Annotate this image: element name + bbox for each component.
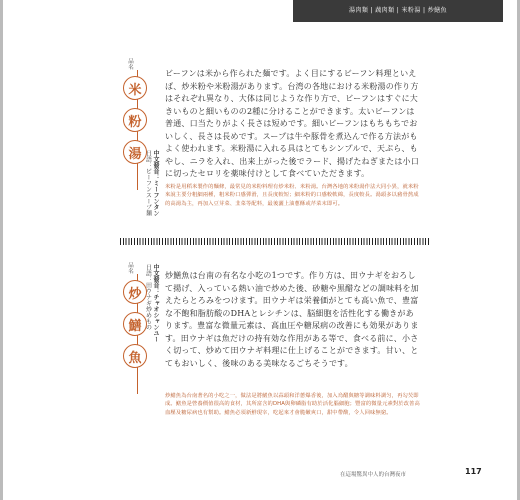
section-divider <box>120 238 430 245</box>
section2-label: 品名 <box>127 262 133 274</box>
section2-meta <box>144 264 159 342</box>
section1-char-2: 粉 <box>123 108 147 132</box>
section1-meta <box>144 150 159 216</box>
section1-body-jp: ビーフンは米から作られた麺です。よく目にするビーフン料理といえば、炒米粉や米粉湯があります。台湾の各地における米粉湯の作り方はそれぞれ異なり、大体は同じような作り方で、ビーフンはすぐに大きいものと細いものの2種に分けることができます。太いビーフンは普通、口当たりがよく長さは短めです。細いビーフンはもちもちでおいしく、長さは長めです。スープは牛や豚骨を煮込んで作る方法がもよく使われます。米粉湯に入れる具はとてもシンプルで、天ぷら、もやし、ニラを入れ、出来上がった後でラード、揚げたねぎまたは小口に切ったセロリを薬味付けとして食べていただきます。 <box>165 69 419 178</box>
section1-meta-chinese: 中文發音：ミーフンタン <box>152 150 159 216</box>
section1-label: 品名 <box>127 58 133 70</box>
section1-char-1: 米 <box>123 76 147 100</box>
running-header: 湯肉類 | 蔬肉類 | 米粉湯 | 炒鱔魚 <box>293 0 503 22</box>
running-footer: 在這場驚異中人的台灣夜市 <box>340 472 407 478</box>
section2-meta-japanese: 日語：田ウナギ炒めもの <box>144 264 152 330</box>
section2-char-2: 鱔 <box>123 312 147 336</box>
section1-body-zh: 米粉是用稻米製作的麵條，最常見的米粉料理有炒米粉、米粉湯。台灣各地的米粉湯作法大同小異，就米粉來說主要分粗細兩種，粗米粉口感彈滑，且長度較短；細米粉的口感較軟綿，長度較長。湯頭多以豬骨熬成的高湯為主，再加入豆芽菜、韭菜等配料，最後灑上油蔥酥或芹菜末即可。 <box>165 184 419 207</box>
section2-body-jp: 炒鱔魚は台南の有名な小吃の1つです。作り方は、田ウナギをおろして揚げ、入っている熱い油で炒めた後、砂糖や黒醋などの調味料を加えたらとろみをつけます。田ウナギは栄養価がとても高い魚で、豊富な不飽和脂肪酸のDHAとレシチンは、脳細胞を活性化する働きがあります。豊富な微量元素は、高血圧や糖尿病の改善にも効果があります。田ウナギは魚だけの持有効な作用がある等で、食べる前に、小さく切って、炒めて田ウナギ料理に仕上げることができます。甘い、とてもおいしく、後味のある美味なるごちそうです。 <box>165 271 419 368</box>
section2-char-3: 魚 <box>123 344 147 368</box>
page-edge-left <box>0 0 3 500</box>
section1-meta-japanese: 日語：ビーフンスープ麺 <box>144 150 152 216</box>
section2-body-zh: 炒鱔魚為台南著名的小吃之一，做法是將鱔魚以蒜頭和洋蔥爆香後，加入烏醋與糖等調味料調匀，再勾芡即成。鱔魚是營養價值很高的食材，其所富含的DHA與卵磷脂有助於活化腦細胞；豐富的微量元素對於改善高血壓及糖尿病也有幫助。鱔魚必須新鮮現宰，吃起來才會脆嫩爽口，甜中帶酸，令人回味無窮。 <box>165 393 420 416</box>
page-number: 117 <box>465 467 482 476</box>
section2-char-1: 炒 <box>123 280 147 304</box>
section1-char-3: 湯 <box>123 140 147 164</box>
section2-meta-chinese: 中文發音：チャオシャンユー <box>152 264 159 342</box>
